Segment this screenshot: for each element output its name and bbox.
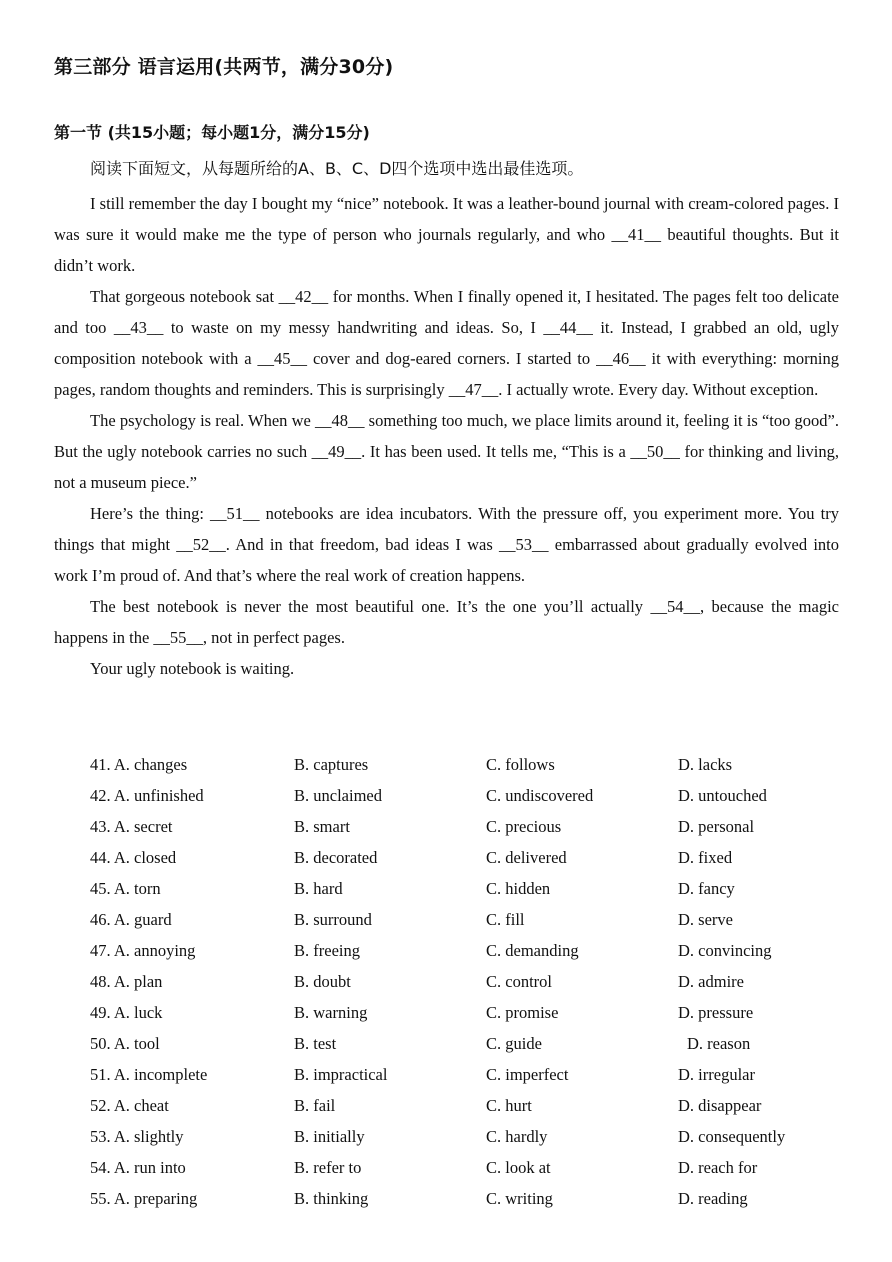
question-row xyxy=(90,997,850,1028)
question-row xyxy=(90,1121,850,1152)
option-d: D. lacks xyxy=(678,755,733,774)
option-a: 54. A. run into xyxy=(90,1158,186,1177)
option-b: B. smart xyxy=(294,817,350,836)
question-row xyxy=(90,780,850,811)
option-a: 41. A. changes xyxy=(90,755,188,774)
option-c: C. promise xyxy=(486,1003,559,1022)
option-a: 45. A. torn xyxy=(90,879,161,898)
option-d: D. irregular xyxy=(678,1065,755,1084)
option-a: 48. A. plan xyxy=(90,972,163,991)
option-a: 47. A. annoying xyxy=(90,941,196,960)
question-row xyxy=(90,904,850,935)
passage-paragraph: That gorgeous notebook sat __42__ for months. When I finally opened it, I hesitated. The pages felt too delicate and too __43__ to waste on my messy handwriting and ideas. So, I __44__ it. Instead, I grabbed an old, ugly composition notebook with a __45__ cover and dog-eared corners. I started to __46__ it with everything: morning pages, random thoughts and reminders. This is surprisingly __47__. I actually wrote. Every day. Without exception. xyxy=(54,287,839,399)
option-b: B. unclaimed xyxy=(294,786,382,805)
option-b: B. surround xyxy=(294,910,372,929)
option-c: C. writing xyxy=(486,1189,553,1208)
option-c: C. imperfect xyxy=(486,1065,569,1084)
question-row xyxy=(90,1059,850,1090)
question-row xyxy=(90,749,850,780)
question-row xyxy=(90,966,850,997)
option-d: D. consequently xyxy=(678,1127,786,1146)
question-row xyxy=(90,935,850,966)
option-c: C. precious xyxy=(486,817,562,836)
option-d: D. fancy xyxy=(678,879,735,898)
option-d: D. disappear xyxy=(678,1096,762,1115)
option-c: C. control xyxy=(486,972,552,991)
passage-paragraph: The best notebook is never the most beautiful one. It’s the one you’ll actually __54__, because the magic happens in the __55__, not in perfect pages. xyxy=(54,597,839,647)
option-c: C. follows xyxy=(486,755,555,774)
option-a: 53. A. slightly xyxy=(90,1127,184,1146)
option-d: D. admire xyxy=(678,972,744,991)
option-c: C. hardly xyxy=(486,1127,548,1146)
option-c: C. guide xyxy=(486,1034,542,1053)
option-d: D. personal xyxy=(678,817,755,836)
option-a: 52. A. cheat xyxy=(90,1096,169,1115)
option-b: B. doubt xyxy=(294,972,351,991)
option-d: D. serve xyxy=(678,910,733,929)
option-b: B. test xyxy=(294,1034,337,1053)
option-b: B. decorated xyxy=(294,848,378,867)
option-a: 42. A. unfinished xyxy=(90,786,204,805)
option-c: C. look at xyxy=(486,1158,551,1177)
option-a: 51. A. incomplete xyxy=(90,1065,208,1084)
question-row xyxy=(90,1090,850,1121)
option-a: 55. A. preparing xyxy=(90,1189,198,1208)
instruction-text: 阅读下面短文，从每题所给的A、B、C、D四个选项中选出最佳选项。 xyxy=(90,159,584,178)
reading-passage xyxy=(54,188,839,684)
question-row xyxy=(90,842,850,873)
option-a: 43. A. secret xyxy=(90,817,173,836)
option-b: B. initially xyxy=(294,1127,365,1146)
option-d: D. reason xyxy=(687,1034,751,1053)
option-b: B. warning xyxy=(294,1003,368,1022)
option-d: D. reading xyxy=(678,1189,748,1208)
option-d: D. convincing xyxy=(678,941,772,960)
option-b: B. hard xyxy=(294,879,343,898)
question-row xyxy=(90,1183,850,1214)
section-title: 第一节 (共15小题；每小题1分，满分15分) xyxy=(54,123,370,142)
option-b: B. thinking xyxy=(294,1189,369,1208)
question-row xyxy=(90,873,850,904)
passage-paragraph: Here’s the thing: __51__ notebooks are idea incubators. With the pressure off, you experiment more. You try things that might __52__. And in that freedom, bad ideas I was __53__ embarrassed about gradually evolved into work I’m proud of. And that’s where the real work of creation happens. xyxy=(54,504,839,585)
answer-options xyxy=(90,749,850,1214)
option-b: B. refer to xyxy=(294,1158,362,1177)
option-b: B. captures xyxy=(294,755,369,774)
part-title: 第三部分 语言运用(共两节，满分30分) xyxy=(54,56,394,78)
option-a: 44. A. closed xyxy=(90,848,177,867)
option-c: C. hurt xyxy=(486,1096,532,1115)
option-c: C. fill xyxy=(486,910,525,929)
option-d: D. untouched xyxy=(678,786,767,805)
option-b: B. fail xyxy=(294,1096,336,1115)
passage-paragraph: Your ugly notebook is waiting. xyxy=(90,659,295,678)
option-a: 50. A. tool xyxy=(90,1034,160,1053)
question-row xyxy=(90,811,850,842)
option-c: C. demanding xyxy=(486,941,579,960)
option-a: 46. A. guard xyxy=(90,910,172,929)
option-a: 49. A. luck xyxy=(90,1003,163,1022)
option-b: B. impractical xyxy=(294,1065,388,1084)
option-d: D. fixed xyxy=(678,848,733,867)
option-d: D. pressure xyxy=(678,1003,754,1022)
option-c: C. undiscovered xyxy=(486,786,594,805)
question-row xyxy=(90,1028,850,1059)
passage-paragraph: The psychology is real. When we __48__ something too much, we place limits around it, feeling it is “too good”. But the ugly notebook carries no such __49__. It has been used. It tells me, “This is a __50__ for thinking and living, not a museum piece.” xyxy=(54,411,839,492)
option-d: D. reach for xyxy=(678,1158,758,1177)
question-row xyxy=(90,1152,850,1183)
passage-paragraph: I still remember the day I bought my “nice” notebook. It was a leather-bound journal with cream-colored pages. I was sure it would make me the type of person who journals regularly, and who __41__ beautiful thoughts. But it didn’t work. xyxy=(54,194,839,275)
option-c: C. hidden xyxy=(486,879,551,898)
option-c: C. delivered xyxy=(486,848,567,867)
option-b: B. freeing xyxy=(294,941,360,960)
